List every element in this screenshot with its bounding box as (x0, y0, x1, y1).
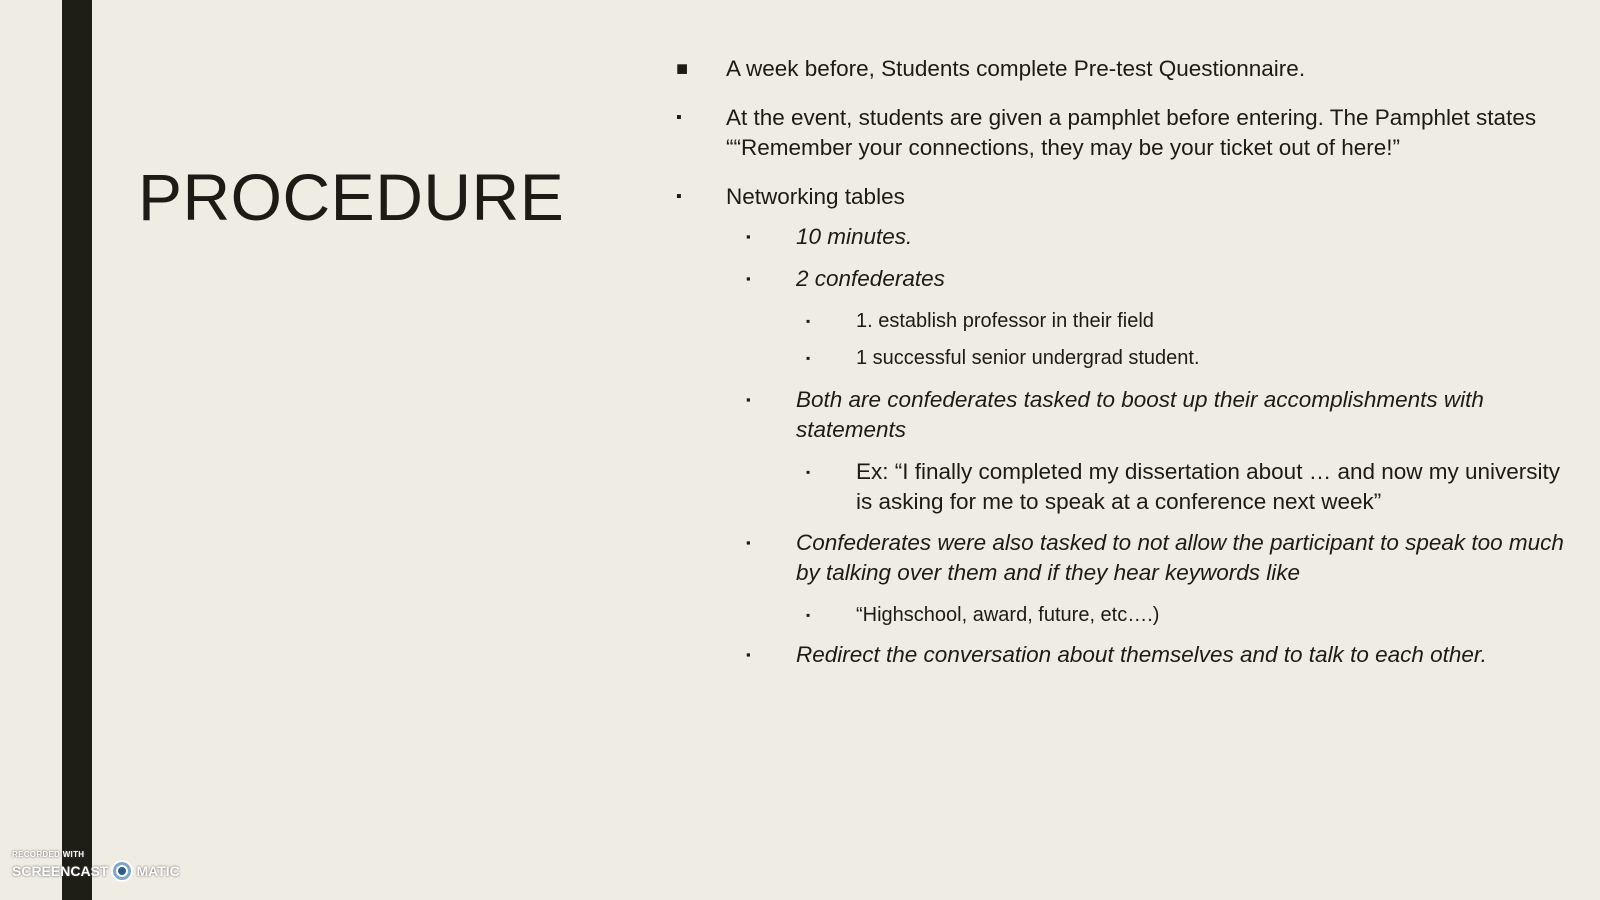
watermark-brand (12, 860, 180, 882)
square-bullet-icon: ▪ (676, 188, 682, 205)
bullet-text: 10 minutes. (796, 224, 913, 249)
square-bullet-icon: ▪ (746, 392, 751, 407)
bullet-item (676, 54, 1566, 84)
bullet-text: “Highschool, award, future, etc….) (856, 604, 1160, 626)
square-bullet-icon: ▪ (806, 465, 811, 479)
watermark-brand-right: MATIC (136, 863, 180, 879)
bullet-text: Confederates were also tasked to not allow the participant to speak too much by talking over them and if they hear keywords like (796, 530, 1564, 585)
bullet-text: A week before, Students complete Pre-test Questionnaire. (726, 56, 1306, 81)
sub-sub-bullet-item (676, 343, 1566, 373)
bullet-text: At the event, students are given a pamphlet before entering. The Pamphlet states ““Remember your connections, they may be your ticket out of here!” (726, 105, 1537, 160)
watermark-brand-left: SCREENCAST (12, 863, 109, 879)
sub-bullet-item (676, 385, 1566, 445)
slide-title: PROCEDURE (138, 160, 565, 234)
bullet-text: Ex: “I finally completed my dissertation about … and now my university is asking for me to speak at a conference next week” (856, 459, 1561, 514)
slide-bullet-list (676, 54, 1566, 682)
sub-bullet-item (676, 222, 1566, 252)
bullet-item (676, 182, 1566, 212)
square-bullet-icon: ▪ (746, 647, 751, 662)
square-bullet-icon: ▪ (746, 229, 751, 244)
bullet-text: Redirect the conversation about themselves and to talk to each other. (796, 642, 1487, 667)
bullet-item (676, 103, 1566, 163)
sub-bullet-item (676, 640, 1566, 670)
sub-bullet-item (676, 264, 1566, 294)
bullet-text: Both are confederates tasked to boost up their accomplishments with statements (796, 387, 1484, 442)
sub-sub-bullet-item (676, 306, 1566, 336)
square-bullet-icon: ▪ (806, 351, 811, 365)
screencast-watermark (12, 850, 180, 882)
square-bullet-icon: ■ (676, 58, 689, 80)
square-bullet-icon: ▪ (806, 608, 811, 622)
sub-sub-bullet-item (676, 457, 1566, 517)
bullet-text: 1 successful senior undergrad student. (856, 347, 1200, 369)
sub-sub-bullet-item (676, 600, 1566, 630)
left-accent-bar (62, 0, 92, 900)
bullet-text: Networking tables (726, 184, 905, 209)
square-bullet-icon: ▪ (676, 109, 682, 126)
watermark-caption: RECORDED WITH (12, 850, 85, 859)
bullet-text: 2 confederates (796, 266, 945, 291)
sub-bullet-item (676, 528, 1566, 588)
bullet-text: 1. establish professor in their field (856, 310, 1154, 332)
screencast-logo-icon (111, 860, 133, 882)
square-bullet-icon: ▪ (746, 535, 751, 550)
square-bullet-icon: ▪ (806, 314, 811, 328)
square-bullet-icon: ▪ (746, 271, 751, 286)
